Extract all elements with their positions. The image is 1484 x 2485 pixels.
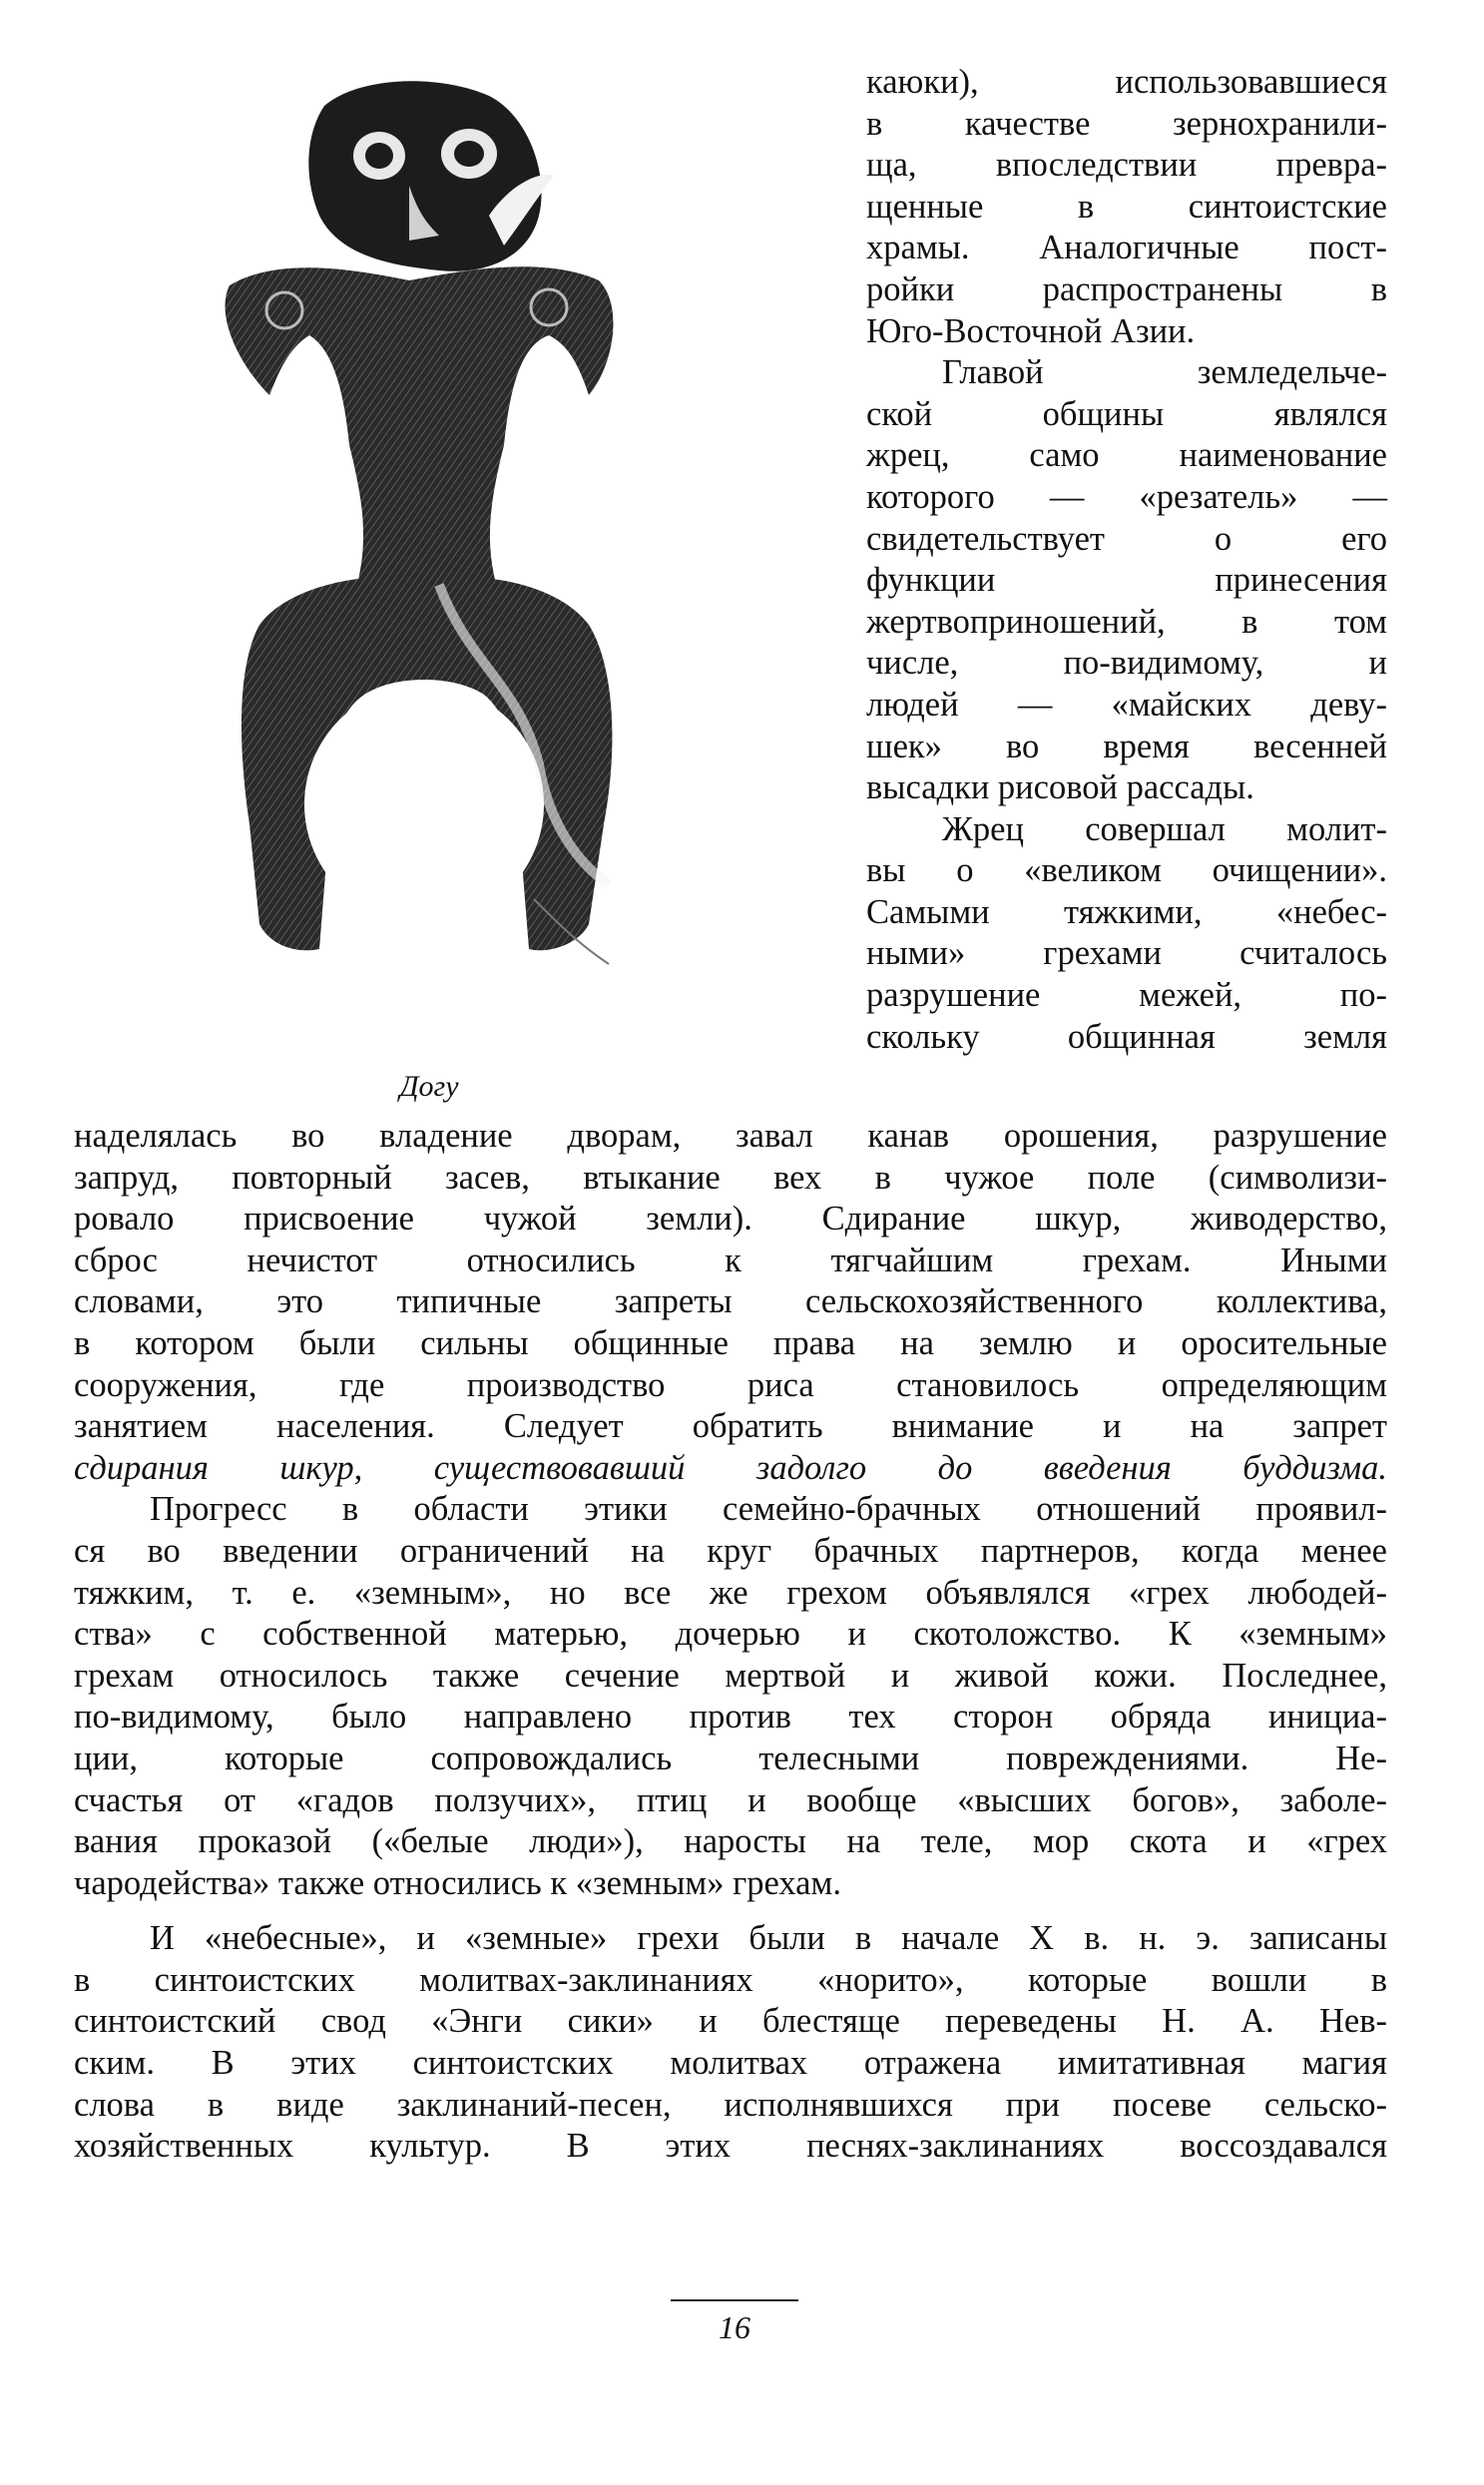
text-line: тяжким, т. е. «земным», но все же грехом объявлялся «грех любодей- [74, 1573, 1387, 1612]
text-line: ства» с собственной матерью, дочерью и скотоложство. К «земным» [74, 1615, 1387, 1654]
text-line: словами, это типичные запреты сельскохозяйственного коллектива, [74, 1282, 1387, 1321]
text-line: слова в виде заклинаний-песен, исполнявшихся при посеве сельско- [74, 2085, 1387, 2124]
text-line: сооружения, где производство риса становилось определяющим [74, 1365, 1387, 1404]
text-line: разрушение межей, по- [866, 976, 1387, 1015]
page-number: 16 [719, 2309, 750, 2345]
text-line: числе, по-видимому, и [866, 644, 1387, 683]
text-line: свидетельствует о его [866, 519, 1387, 558]
text-line: чародейства» также относились к «земным» грехам. [74, 1863, 841, 1902]
text-line: Юго-Восточной Азии. [866, 311, 1196, 350]
main-text [74, 1116, 1387, 2168]
text-line: ся во введении ограничений на круг брачных партнеров, когда менее [74, 1531, 1387, 1570]
text-line: функции принесения [866, 561, 1387, 600]
text-line: вы о «великом очищении». [866, 851, 1387, 890]
text-line: в котором были сильны общинные права на землю и оросительные [74, 1323, 1387, 1362]
text-line: Самыми тяжкими, «небес- [866, 892, 1387, 931]
text-line: хозяйственных культур. В этих песнях-заклинаниях воссоздавался [74, 2127, 1387, 2166]
text-line: наделялась во владение дворам, завал канав орошения, разрушение [74, 1117, 1387, 1155]
right-column-text [866, 62, 1387, 1058]
text-line: счастья от «гадов ползучих», птиц и вообще «высших богов», заболе- [74, 1780, 1387, 1819]
text-line: щенные в синтоистские [866, 187, 1387, 226]
text-line: храмы. Аналогичные пост- [866, 229, 1387, 267]
text-line: скольку общинная земля [866, 1017, 1387, 1056]
page-number-rule [671, 2299, 798, 2301]
text-line: жрец, само наименование [866, 436, 1387, 475]
text-line: в качестве зернохранили- [866, 104, 1387, 143]
text-line: грехам относилось также сечение мертвой и живой кожи. Последнее, [74, 1656, 1387, 1695]
text-line: Главой земледельче- [942, 353, 1387, 392]
figure-caption: Догу [399, 1070, 459, 1103]
text-line: ройки распространены в [866, 269, 1387, 308]
text-line: сброс нечистот относились к тягчайшим грехам. Иными [74, 1241, 1387, 1279]
text-line: высадки рисовой рассады. [866, 768, 1254, 807]
text-line: занятием населения. Следует обратить внимание и на запрет [74, 1407, 1387, 1446]
text-line: шек» во время весенней [866, 727, 1387, 765]
text-line: Жрец совершал молит- [942, 809, 1387, 848]
dogu-figurine-illustration [110, 66, 748, 1114]
text-line: ными» грехами считалось [866, 934, 1387, 973]
text-line: ской общины являлся [866, 394, 1387, 433]
text-line: сдирания шкур, существовавший задолго до введения буддизма. [74, 1448, 1387, 1487]
dogu-figurine-image [110, 66, 748, 1064]
text-line: запруд, повторный засев, втыкание вех в чужое поле (символизи- [74, 1158, 1387, 1197]
text-line: вания проказой («белые люди»), наросты на теле, мор скота и «грех [74, 1822, 1387, 1861]
text-line: Прогресс в области этики семейно-брачных отношений проявил- [150, 1490, 1387, 1529]
text-line: по-видимому, было направлено против тех сторон обряда инициа- [74, 1698, 1387, 1737]
text-line: каюки), использовавшиеся [866, 63, 1387, 101]
text-line: ровало присвоение чужой земли). Сдирание шкур, живодерство, [74, 1200, 1387, 1239]
text-line: синтоистский свод «Энги сики» и блестяще переведены Н. А. Нев- [74, 2002, 1387, 2041]
text-line: ща, впоследствии превра- [866, 146, 1387, 185]
text-line: И «небесные», и «земные» грехи были в начале X в. н. э. записаны [150, 1919, 1387, 1958]
text-line: в синтоистских молитвах-заклинаниях «норито», которые вошли в [74, 1960, 1387, 1999]
text-line: ским. В этих синтоистских молитвах отражена имитативная магия [74, 2044, 1387, 2083]
text-line: которого — «резатель» — [866, 477, 1387, 516]
text-line: ции, которые сопровождались телесными повреждениями. Не- [74, 1739, 1387, 1777]
text-line: жертвоприношений, в том [866, 602, 1387, 641]
text-line: людей — «майских деву- [866, 685, 1387, 724]
